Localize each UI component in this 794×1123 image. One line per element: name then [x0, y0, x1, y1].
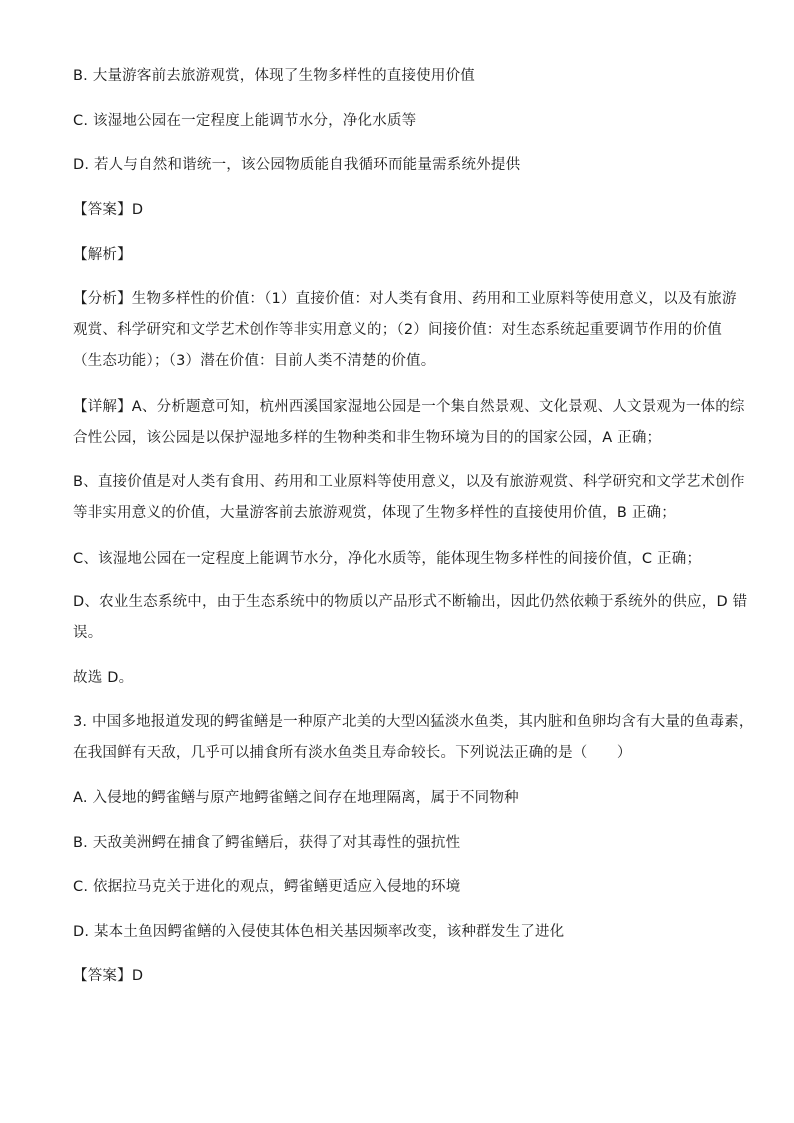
q3-option-d: D. 某本土鱼因鳄雀鳝的入侵使其体色相关基因频率改变，该种群发生了进化 [73, 924, 565, 940]
fenxi-paragraph [73, 284, 737, 377]
prev-option-d: D. 若人与自然和谐统一，该公园物质能自我循环而能量需系统外提供 [73, 157, 521, 173]
fenxi-line: 【分析】生物多样性的价值：（1）直接价值：对人类有食用、药用和工业原料等使用意义，以及有旅游 [73, 291, 737, 307]
analysis-heading: 【解析】 [73, 247, 132, 263]
q3-option-a: A. 入侵地的鳄雀鳝与原产地鳄雀鳝之间存在地理隔离，属于不同物种 [73, 790, 519, 806]
xiangjie-b-line: B、直接价值是对人类有食用、药用和工业原料等使用意义，以及有旅游观赏、科学研究和文学艺术创作 [73, 474, 745, 490]
conclusion: 故选 D。 [73, 670, 134, 686]
xiangjie-d-line: 误。 [73, 625, 103, 641]
fenxi-line: 观赏、科学研究和文学艺术创作等非实用意义的；（2）间接价值：对生态系统起重要调节作用的价值 [73, 322, 722, 338]
xiangjie-b-line: 等非实用意义的价值，大量游客前去旅游观赏，体现了生物多样性的直接使用价值，B 正确； [73, 505, 676, 521]
question3-stem-line: 3. 中国多地报道发现的鳄雀鳝是一种原产北美的大型凶猛淡水鱼类，其内脏和鱼卵均含有大量的鱼毒素， [73, 714, 754, 730]
prev-answer [73, 200, 723, 220]
xiangjie-a-paragraph [73, 392, 745, 454]
answer-value: D [131, 968, 144, 984]
answer-label: 【答案】 [73, 202, 132, 218]
xiangjie-d-paragraph [73, 587, 748, 649]
q3-option-c: C. 依据拉马克关于进化的观点，鳄雀鳝更适应入侵地的环境 [73, 879, 461, 895]
answer-label: 【答案】 [73, 968, 132, 984]
xiangjie-a-line: 合性公园，该公园是以保护湿地多样的生物种类和非生物环境为目的的国家公园，A 正确； [73, 430, 662, 446]
question3-stem-line: 在我国鲜有天敌，几乎可以捕食所有淡水鱼类且寿命较长。下列说法正确的是（ ） [73, 745, 632, 761]
answer-value: D [131, 202, 144, 218]
prev-option-b: B. 大量游客前去旅游观赏，体现了生物多样性的直接使用价值 [73, 68, 475, 84]
prev-option-c: C. 该湿地公园在一定程度上能调节水分，净化水质等 [73, 113, 417, 129]
xiangjie-c-line: C、该湿地公园在一定程度上能调节水分，净化水质等，能体现生物多样性的间接价值，C 正确； [73, 551, 702, 567]
xiangjie-b-paragraph [73, 467, 745, 529]
q3-option-b: B. 天敌美洲鳄在捕食了鳄雀鳝后，获得了对其毒性的强抗性 [73, 835, 461, 851]
fenxi-line: （生态功能）；（3）潜在价值：目前人类不清楚的价值。 [73, 353, 436, 369]
xiangjie-a-line: 【详解】A、分析题意可知，杭州西溪国家湿地公园是一个集自然景观、文化景观、人文景观为一体的综 [73, 399, 745, 415]
question3-stem [73, 707, 754, 769]
q3-answer [73, 966, 723, 986]
xiangjie-d-line: D、农业生态系统中，由于生态系统中的物质以产品形式不断输出，因此仍然依赖于系统外的供应，D 错 [73, 594, 748, 610]
